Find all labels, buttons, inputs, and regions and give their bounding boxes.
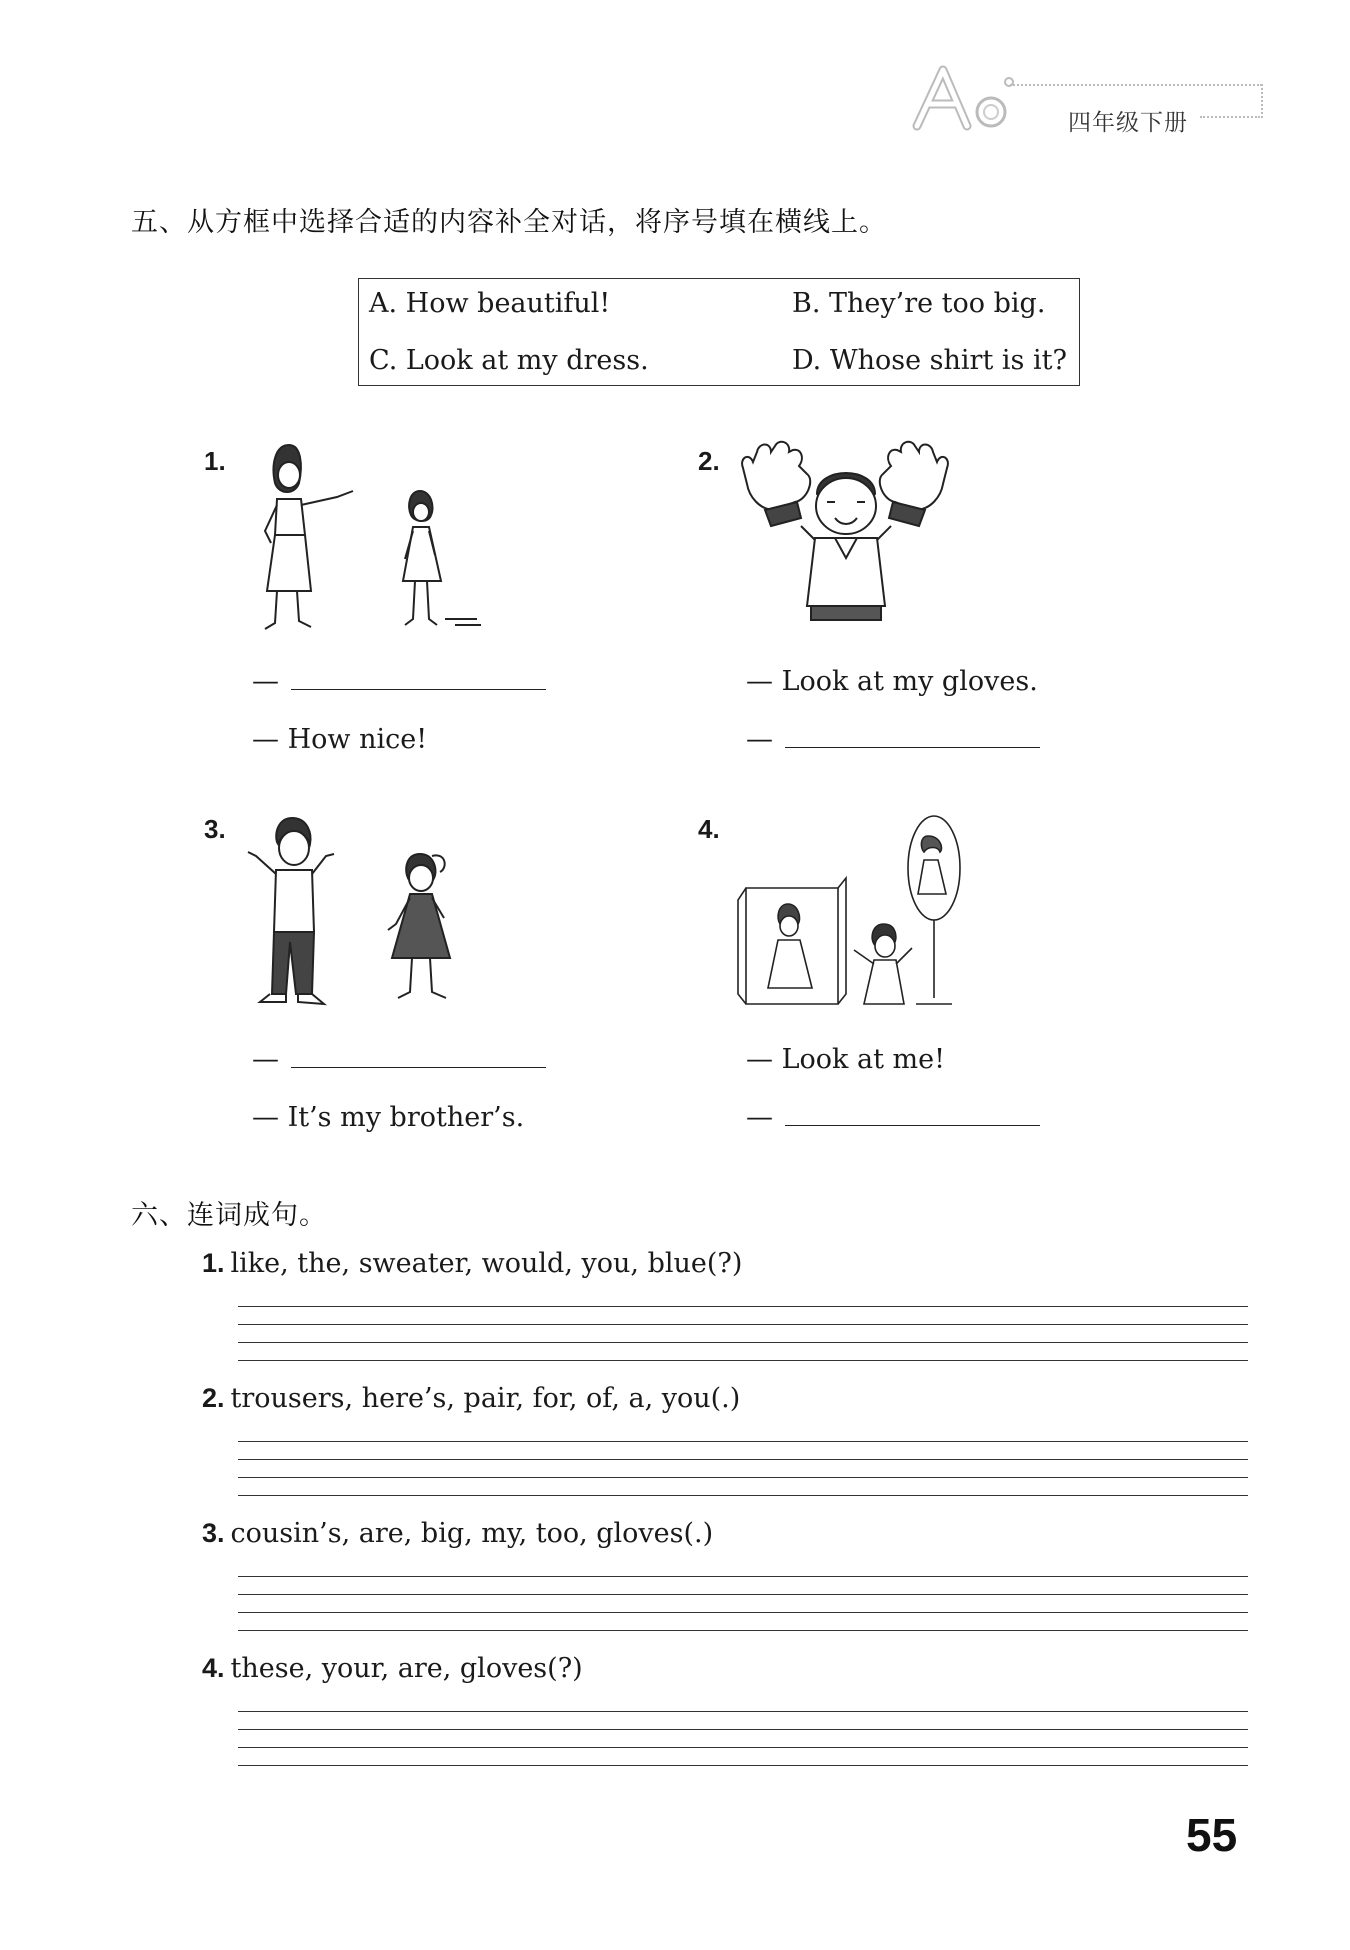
- option-c: C. Look at my dress.: [369, 345, 649, 376]
- answer-blank[interactable]: [785, 725, 1040, 748]
- dialogue-line: — How nice!: [252, 724, 428, 755]
- answer-blank[interactable]: [291, 667, 546, 690]
- dialogue-line: [252, 1044, 546, 1075]
- dialogue-line: — Look at my gloves.: [746, 666, 1038, 697]
- scramble-prompt: [202, 1383, 740, 1414]
- scramble-words: trousers, here’s, pair, for, of, a, you(.): [230, 1383, 741, 1414]
- man-and-girl-illustration: [240, 808, 490, 1013]
- question-number: 1.: [204, 446, 226, 476]
- scramble-words: like, the, sweater, would, you, blue(?): [230, 1248, 743, 1279]
- woman-and-girl-illustration: [245, 435, 485, 645]
- dialogue-line: — It’s my brother’s.: [252, 1102, 525, 1133]
- boy-with-gloves-illustration: [735, 440, 955, 630]
- question-number: 4.: [698, 814, 720, 844]
- writing-lines[interactable]: [238, 1711, 1248, 1769]
- scramble-words: these, your, are, gloves(?): [230, 1653, 583, 1684]
- dialogue-line: [746, 1102, 1040, 1133]
- dialogue-line: [746, 724, 1040, 755]
- option-b: B. They’re too big.: [792, 288, 1046, 319]
- option-d: D. Whose shirt is it?: [792, 345, 1067, 376]
- item-number: 2.: [202, 1383, 225, 1413]
- header-rule: [1010, 84, 1262, 86]
- answer-blank[interactable]: [785, 1103, 1040, 1126]
- dialogue-text: —: [746, 724, 773, 755]
- dialogue-text: —: [252, 666, 279, 697]
- dialogue-line: [252, 666, 546, 697]
- item-number: 4.: [202, 1653, 225, 1683]
- item-number: 1.: [202, 1248, 225, 1278]
- question-number: 3.: [204, 814, 226, 844]
- girls-at-wardrobe-illustration: [738, 808, 978, 1013]
- dialogue-text: —: [252, 1044, 279, 1075]
- header-rule: [1200, 116, 1260, 118]
- option-box: [358, 278, 1080, 386]
- question-number: 2.: [698, 446, 720, 476]
- dialogue-line: — Look at me!: [746, 1044, 945, 1075]
- answer-blank[interactable]: [291, 1045, 546, 1068]
- writing-lines[interactable]: [238, 1576, 1248, 1634]
- page-number: 55: [1186, 1809, 1238, 1861]
- scramble-prompt: [202, 1518, 713, 1549]
- section6-title: 六、连词成句。: [131, 1200, 327, 1231]
- header-rule: [1261, 84, 1263, 118]
- dialogue-text: —: [746, 1102, 773, 1133]
- item-number: 3.: [202, 1518, 225, 1548]
- writing-lines[interactable]: [238, 1306, 1248, 1364]
- book-logo-icon: [905, 60, 1025, 140]
- option-a: A. How beautiful!: [369, 288, 611, 319]
- scramble-prompt: [202, 1248, 742, 1279]
- section5-title: 五、从方框中选择合适的内容补全对话，将序号填在横线上。: [131, 207, 887, 238]
- grade-label: 四年级下册: [1068, 110, 1188, 136]
- scramble-prompt: [202, 1653, 583, 1684]
- scramble-words: cousin’s, are, big, my, too, gloves(.): [230, 1518, 714, 1549]
- writing-lines[interactable]: [238, 1441, 1248, 1499]
